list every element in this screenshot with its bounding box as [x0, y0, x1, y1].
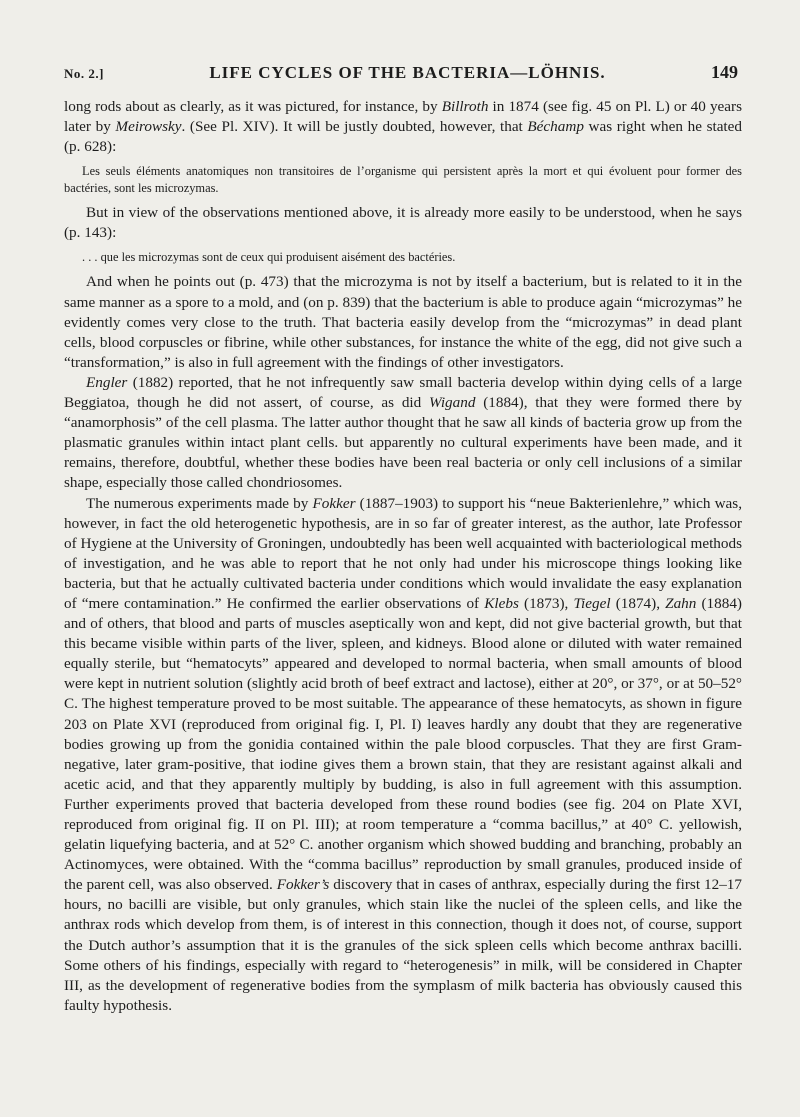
author-name: Béchamp	[527, 118, 584, 136]
author-name: Wigand	[429, 394, 476, 412]
text-run: But in view of the observations mentioned above, it is already more easily to be understood, when he says (p. 143):	[64, 204, 742, 242]
text-run: discovery that in cases of anthrax, especially during the first 12–17 hours, no bacilli are visible, but only granules, which stain like the nuclei of the spleen cells, and like the anthrax rods which develop from them, is of interest in this connection, though it does not, of course, support the Dutch author’s assumption that it is the granules of the sick spleen cells which become anthrax bacilli. Some others of his findings, especially with regard to “heterogenesis” in milk, will be considered in Chapter III, as the development of regenerative bodies from the symplasm of milk bacteria has obviously caused this faulty hypothesis.	[64, 876, 742, 1014]
text-run: (1884), that they were formed there by “anamorphosis” of the cell plasma. The latter author thought that he saw all kinds of bacteria grow up from the plasmatic granules within intact plant cells. but apparently no cultural experiments have been made, and it remains, therefore, doubtful, whether these bodies have been real bacteria or only cell inclusions of a similar shape, especially those called chondriosomes.	[64, 394, 742, 492]
page-number: 149	[711, 62, 738, 82]
text-run: (1887–1903) to support his “neue Bakterienlehre,” which was, however, in fact the old heterogenetic hypothesis, are in so far of greater interest, as the author, late Professor of Hygiene at the University of Groningen, undoubtedly has been well acquainted with bacteriological methods of investigation, and he was able to report that he not only had under his microscope things looking like bacteria, but that he actually cultivated bacteria under conditions which would invalidate the easy explanation of “mere contamination.” He confirmed the earlier observations of	[64, 494, 742, 612]
author-name: Klebs	[484, 594, 519, 612]
text-run: The numerous experiments made by	[86, 494, 313, 512]
text-run: long rods about as clearly, as it was pictured, for instance, by	[64, 98, 442, 115]
article-body	[64, 97, 742, 1016]
author-name: Zahn	[665, 594, 697, 612]
paragraph	[64, 97, 742, 157]
author-name: Engler	[86, 373, 128, 391]
text-run: And when he points out (p. 473) that the microzyma is not by itself a bacterium, but is related to it in the same manner as a spore to a mold, and (on p. 839) that the bacterium is able to produce again “microzymas” he evidently comes very close to the truth. That bacteria easily develop from the “microzymas” in dead plant cells, blood corpuscles or fibrine, while other substances, for instance the white of the egg, did not give such a “transformation,” is also in full agreement with the findings of other investigators.	[64, 273, 742, 371]
text-run: . . . que les microzymas sont de ceux qui produisent aisément des bactéries.	[82, 250, 456, 265]
author-name: Billroth	[441, 98, 489, 115]
text-run: Les seuls éléments anatomiques non transitoires de l’organisme qui persistent après la mort et qui évoluent pour former des bactéries, sont les microzymas.	[64, 164, 742, 196]
text-run: (1882) reported, that he not infrequently saw small bacteria develop within dying cells of a large Beggiatoa, though he did not assert, of course, as did	[64, 373, 742, 412]
author-name: Fokker	[312, 494, 356, 512]
issue-number: No. 2.]	[64, 66, 104, 81]
author-name: Meirowsky	[115, 118, 182, 136]
text-run: was right when he stated (p. 628):	[64, 118, 742, 156]
author-name: Fokker’s	[276, 876, 330, 894]
paragraph	[64, 272, 742, 372]
running-title: LIFE CYCLES OF THE BACTERIA—LÖHNIS.	[209, 63, 606, 82]
paragraph	[64, 203, 742, 243]
author-name: Tiegel	[573, 594, 611, 612]
french-quote	[64, 163, 742, 197]
running-header	[64, 62, 738, 83]
paragraph	[64, 494, 742, 1016]
text-run: . (See Pl. XIV). It will be justly doubted, however, that	[181, 118, 528, 136]
text-run: (1884) and of others, that blood and parts of muscles aseptically won and kept, did not give bacterial growth, but that this became visible within parts of the liver, spleen, and kidneys. Blood alone or diluted with water remained equally sterile, but “hematocyts” appeared and developed to normal bacteria, when small amounts of blood were kept in nutrient solution (slightly acid broth of beef extract and lactose), either at 20°, or 37°, or at 50–52° C. The highest temperature proved to be most suitable. The appearance of these hematocyts, as shown in figure 203 on Plate XVI (reproduced from original fig. I, Pl. I) leaves hardly any doubt that they are regenerative bodies growing up from the gonidia contained within the pale blood corpuscles. That they are first Gram-negative, later gram-positive, that iodine gives them a brown stain, that they are resistant against alkali and acetic acid, and that they apparently multiply by budding, is also in full agreement with this assumption. Further experiments proved that bacteria developed from these round bodies (see fig. 204 on Plate XVI, reproduced from original fig. II on Pl. III); at room temperature a “comma bacillus,” at 40° C. yellowish, gelatin liquefying bacteria, and at 52° C. another organism which showed budding and branching, probably an Actinomyces, were obtained. With the “comma bacillus” reproduction by small granules, produced inside of the parent cell, was also observed.	[64, 594, 742, 894]
paragraph	[64, 373, 742, 494]
text-run: in 1874 (see fig. 45 on Pl. L) or 40 years later by	[64, 98, 742, 136]
text-run: (1874),	[610, 594, 666, 612]
french-quote	[64, 249, 742, 266]
text-run: (1873),	[518, 594, 574, 612]
